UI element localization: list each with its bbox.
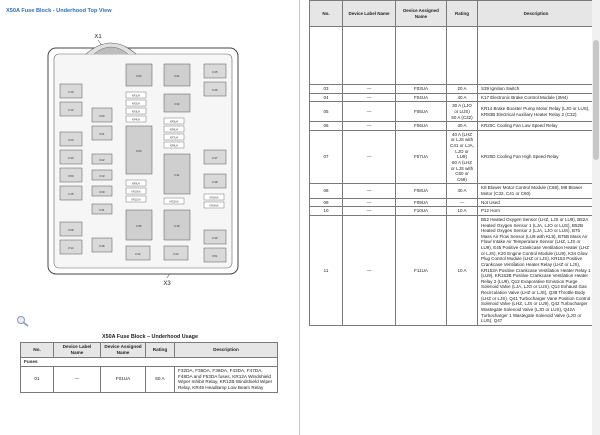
- svg-text:F31: F31: [99, 208, 105, 212]
- svg-text:F12: F12: [68, 108, 74, 112]
- svg-text:F46: F46: [212, 88, 218, 92]
- right-page: [301, 0, 600, 435]
- table-row: 08 — F08UA 40 A K8 Blower Motor Control Module (C68), M8 Blower Motor (C32, C41 or C60): [310, 184, 595, 198]
- relays-left: [60, 84, 82, 254]
- svg-text:KR4UA: KR4UA: [132, 118, 140, 122]
- diagram-title: X50A Fuse Block - Underhood Top View: [6, 8, 112, 14]
- table-row: 04 — F04UA 40 A K17 Electronic Brake Control Module (3M4): [310, 93, 595, 102]
- table-row: 05 — F05UA 30 A (LJO or LUS) 50 A (C32) KR14 Brake Booster Pump Motor Relay (LJO or LUS), KR83B Electrical Auxiliary Heater Relay 2 (C32): [310, 102, 595, 122]
- col-rating: Rating: [146, 343, 175, 358]
- col-assigned: Device Assigned Name: [101, 343, 146, 358]
- svg-text:KR11UA: KR11UA: [131, 198, 141, 202]
- col-no: No.: [310, 1, 343, 27]
- svg-text:KR1UA: KR1UA: [132, 94, 140, 98]
- usage-title: X50A Fuse Block – Underhood Usage: [102, 334, 198, 340]
- svg-text:F41: F41: [174, 74, 180, 78]
- svg-text:F22: F22: [99, 158, 105, 162]
- svg-text:F49: F49: [212, 236, 218, 240]
- col-rating: Rating: [447, 1, 478, 27]
- svg-text:KR12UA: KR12UA: [169, 200, 179, 204]
- svg-text:F10: F10: [68, 90, 74, 94]
- svg-text:F51: F51: [212, 254, 218, 258]
- svg-text:F30: F30: [99, 190, 105, 194]
- col-assigned: Device Assigned Name: [396, 1, 447, 27]
- usage-table-right: [309, 0, 595, 326]
- table-row: 03 — F03UA 20 A S39 Ignition Switch: [310, 85, 595, 94]
- svg-text:F50: F50: [68, 174, 74, 178]
- svg-text:F16: F16: [174, 224, 180, 228]
- table-row: 01 — F01UA 60 A F32DA, F36DA, F38DA, F43DA, F47DA, F48DA and F53DA fuses, KR12A Windshield Wiper Inhibit Relay, KR12B Windshield Wiper Relay, KR49 Headlamp Low Beam Relay: [21, 366, 278, 393]
- table-row: 10 — F10UA 10 A P12 Horn: [310, 207, 595, 216]
- svg-text:F11: F11: [174, 173, 180, 177]
- svg-text:F21: F21: [99, 132, 105, 136]
- svg-text:KR5UA: KR5UA: [170, 120, 178, 124]
- svg-text:F04: F04: [136, 149, 142, 153]
- table-row: 07 — F07UA 40 A (LHZ or LJS with C41 or LJA, LJO or LU9) 60 A (LHZ or LJS with C60 or C68) KR20D Cooling Fan High Speed Relay: [310, 130, 595, 184]
- col-description: Description: [478, 1, 595, 27]
- col-description: Description: [175, 343, 278, 358]
- col-label: Device Label Name: [343, 1, 396, 27]
- svg-text:KR13UA: KR13UA: [209, 196, 219, 200]
- relays-right: [204, 64, 226, 262]
- svg-text:F42: F42: [135, 252, 141, 256]
- table-row: [310, 27, 595, 85]
- svg-text:KR3UA: KR3UA: [132, 110, 140, 114]
- zoom-icon[interactable]: [16, 315, 32, 327]
- col-label: Device Label Name: [54, 343, 101, 358]
- svg-text:F47: F47: [212, 156, 218, 160]
- col-no: No.: [21, 343, 54, 358]
- svg-text:F20: F20: [99, 114, 105, 118]
- svg-text:F48: F48: [212, 180, 218, 184]
- svg-text:KR14UA: KR14UA: [209, 204, 219, 208]
- usage-table-left: [20, 342, 278, 393]
- svg-text:F23: F23: [68, 138, 74, 142]
- svg-text:F15: F15: [68, 192, 74, 196]
- svg-text:F45: F45: [212, 70, 218, 74]
- svg-text:F36: F36: [99, 244, 105, 248]
- page-divider: [299, 0, 300, 435]
- table-row: 11 — F11UA 10 A B52 Heated Oxygen Sensor (LHZ, LJS or LU9), B52A Heated Oxygen Sensor 1 (LJA, LJO or LUS), B52B Heated Oxygen Sensor 2 (LJA, LJO or LUS), B75 Mass Air Flow Sensor (LU9 with KL9), B75B Mass Air Flow/ Intake Air Temperature Sensor (LHZ, LJS or LU9), E45 Positive Crankcase Ventilation Heater (LHZ or LJS), K20 Engine Control Module (LU9), K34 Glow Plug Control Module (LHZ or LJS), KR153 Positive Crankcase Ventilation Heater Relay (LHZ or LJS), KR153A Positive Crankcase Ventilation Heater Relay 1 (LU9), KR153B Positive Crankcase Ventilation Heater Relay 2 (LU9), Q12 Evaporative Emission Purge Solenoid Valve (LJA, LJO or LUS), Q14 Exhaust Gas Recirculation Valve (LHZ or LJS), Q38 Throttle Body (LHZ or LJS), Q41 Turbocharger Vane Position Control Solenoid Valve (LHZ, LJS or LU9), Q42 Turbocharger Wastegate Solenoid Valve (LJO or LUS), Q42A Turbocharger 1 Wastegate Solenoid Valve (LJO or LUS), Q47: [310, 215, 595, 325]
- svg-text:F02: F02: [136, 74, 142, 78]
- section-fuses: Fuses: [21, 357, 278, 366]
- scrollbar-thumb[interactable]: [593, 40, 599, 160]
- table-row: 06 — F06UA 30 A KR20C Cooling Fan Low Speed Relay: [310, 122, 595, 131]
- fuse-block-diagram: [36, 34, 261, 289]
- svg-text:KR7UA: KR7UA: [170, 136, 178, 140]
- callout-x1: X1: [94, 34, 102, 40]
- svg-text:KR2UA: KR2UA: [132, 102, 140, 106]
- svg-text:F14: F14: [68, 246, 74, 250]
- svg-text:KR9UA: KR9UA: [132, 182, 140, 186]
- svg-text:KR8UA: KR8UA: [170, 144, 178, 148]
- svg-text:F13: F13: [99, 174, 105, 178]
- svg-text:F35: F35: [136, 224, 142, 228]
- svg-text:KR10UA: KR10UA: [131, 190, 141, 194]
- svg-text:KR6UA: KR6UA: [170, 128, 178, 132]
- svg-text:F44: F44: [173, 252, 179, 256]
- callout-x3: X3: [163, 281, 171, 287]
- table-row: 09 — F09UA — Not Used: [310, 198, 595, 207]
- svg-text:F40: F40: [68, 156, 74, 160]
- svg-text:F43: F43: [174, 102, 180, 106]
- svg-text:F08: F08: [68, 228, 74, 232]
- table-row: [21, 357, 278, 366]
